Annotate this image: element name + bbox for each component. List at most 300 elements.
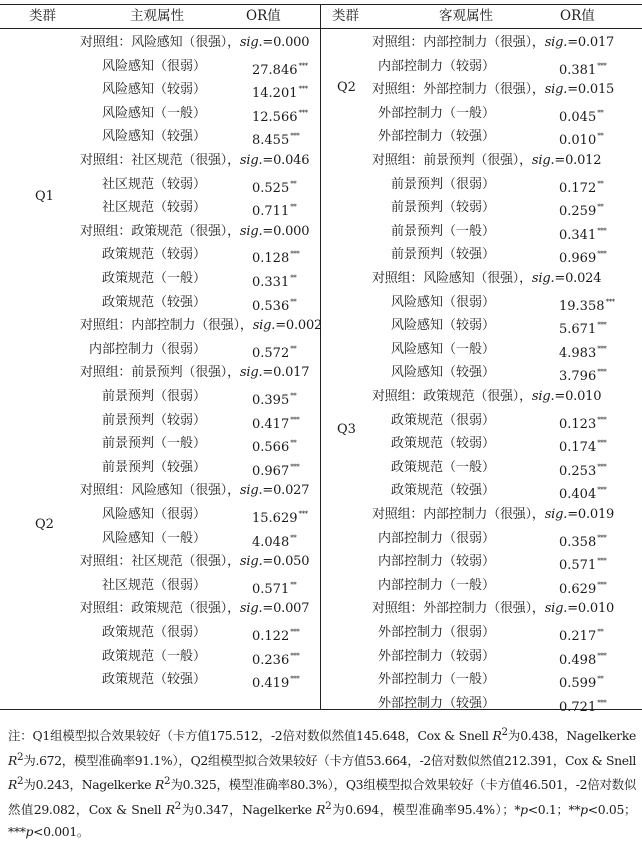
significance-stars: ** xyxy=(290,580,297,589)
header-group: 类群 xyxy=(29,8,56,24)
odds-ratio-value xyxy=(252,530,296,551)
odds-ratio-value xyxy=(559,176,603,197)
significance-stars: *** xyxy=(298,510,308,518)
or-number: 0.395 xyxy=(252,393,290,408)
attribute-level-label: 风险感知（很弱） xyxy=(101,507,206,522)
significance-stars: *** xyxy=(597,557,607,566)
table-row xyxy=(0,456,320,480)
odds-ratio-value xyxy=(559,294,615,315)
significance-stars: *** xyxy=(597,321,607,330)
attribute-level-label: 外部控制力（较强） xyxy=(377,695,495,711)
sig-label: sig. xyxy=(531,389,555,404)
odds-ratio-value xyxy=(559,648,606,669)
table-row xyxy=(322,243,642,267)
sig-value: =0.024 xyxy=(554,271,602,286)
or-number: 0.571 xyxy=(559,558,597,574)
or-number: 12.566 xyxy=(252,109,298,125)
attribute-level-label: 内部控制力（较弱） xyxy=(377,58,495,74)
significance-stars: ** xyxy=(290,439,297,448)
control-group-label xyxy=(372,81,614,98)
attribute-level-label: 外部控制力（很弱） xyxy=(377,625,495,640)
table-row xyxy=(0,78,320,102)
odds-ratio-value xyxy=(559,412,606,433)
sig-label: sig. xyxy=(239,223,263,239)
table-row xyxy=(0,503,320,527)
control-label-text: 对照组：内部控制力（很强）， xyxy=(372,507,545,522)
significance-stars: ** xyxy=(597,628,604,636)
or-number: 0.217 xyxy=(559,629,597,644)
significance-stars: *** xyxy=(597,368,607,377)
significance-stars: ** xyxy=(597,675,604,684)
significance-stars: *** xyxy=(597,533,607,542)
table-row xyxy=(0,125,320,149)
attribute-level-label: 政策规范（较强） xyxy=(101,294,206,310)
table-row xyxy=(0,432,320,456)
or-number: 0.259 xyxy=(559,204,597,220)
control-group-row xyxy=(322,149,642,173)
or-number: 0.122 xyxy=(252,629,290,644)
control-group-row xyxy=(0,31,320,55)
attribute-level-label: 风险感知（较强） xyxy=(390,365,495,381)
group-label: Q2 xyxy=(337,80,356,95)
attribute-level-label: 内部控制力（一般） xyxy=(377,577,495,593)
significance-stars: *** xyxy=(597,61,607,70)
control-group-label xyxy=(372,152,601,169)
significance-stars: *** xyxy=(597,580,607,589)
or-number: 0.721 xyxy=(559,699,597,715)
control-label-text: 对照组：前景预判（很强）， xyxy=(80,365,240,381)
attribute-level-label: 社区规范（较弱） xyxy=(101,200,206,216)
significance-stars: *** xyxy=(597,439,607,448)
attribute-level-label: 前景预判（一般） xyxy=(101,436,206,452)
table-row xyxy=(322,668,642,692)
significance-stars: ** xyxy=(597,108,604,117)
attribute-level-label: 政策规范（很弱） xyxy=(101,625,206,640)
or-number: 0.236 xyxy=(252,652,290,668)
or-number: 0.172 xyxy=(559,180,597,196)
odds-ratio-value xyxy=(252,459,299,480)
table-row xyxy=(0,196,320,220)
odds-ratio-value xyxy=(252,105,308,126)
significance-stars: *** xyxy=(298,61,308,70)
header-rule xyxy=(0,28,642,29)
attribute-level-label: 风险感知（一般） xyxy=(101,105,206,121)
table-row xyxy=(322,550,642,574)
or-number: 0.045 xyxy=(559,109,597,125)
note-superscript: 2 xyxy=(501,726,508,738)
odds-ratio-value xyxy=(252,246,299,267)
header-attribute: 主观属性 xyxy=(130,8,184,24)
table-row xyxy=(322,479,642,503)
sig-value: =0.050 xyxy=(262,554,310,570)
or-number: 0.498 xyxy=(559,652,597,668)
significance-stars: ** xyxy=(597,132,604,141)
sig-value: =0.002 xyxy=(275,318,323,334)
sig-value: =0.015 xyxy=(567,82,615,98)
significance-stars: *** xyxy=(605,297,615,306)
odds-ratio-value xyxy=(252,58,308,79)
significance-stars: ** xyxy=(290,274,297,282)
note-r-symbol: R xyxy=(8,752,17,768)
sig-value: =0.007 xyxy=(262,601,310,617)
or-number: 0.599 xyxy=(559,676,597,692)
or-number: 27.846 xyxy=(252,62,298,78)
control-label-text: 对照组：政策规范（很强）， xyxy=(372,389,532,404)
control-group-label xyxy=(372,34,614,51)
table-row xyxy=(322,314,642,338)
control-group-label xyxy=(372,506,614,523)
sig-label: sig. xyxy=(239,35,263,50)
control-group-label xyxy=(372,270,601,287)
or-number: 14.201 xyxy=(252,86,298,102)
top-rule xyxy=(0,4,642,5)
sig-label: sig. xyxy=(531,271,555,286)
control-group-label xyxy=(372,388,601,405)
or-number: 0.341 xyxy=(559,227,597,243)
attribute-level-label: 风险感知（较弱） xyxy=(101,82,206,98)
odds-ratio-value xyxy=(559,341,606,362)
attribute-level-label: 前景预判（较弱） xyxy=(101,412,206,428)
table-row xyxy=(322,338,642,362)
odds-ratio-value xyxy=(252,81,308,102)
attribute-level-label: 外部控制力（较弱） xyxy=(377,648,495,664)
significance-stars: *** xyxy=(290,462,300,471)
or-number: 0.629 xyxy=(559,581,597,597)
or-number: 8.455 xyxy=(252,133,290,149)
note-text: 为0.243，Nagelkerke xyxy=(23,777,156,793)
odds-ratio-value xyxy=(559,435,606,456)
table-row xyxy=(322,220,642,244)
significance-stars: *** xyxy=(597,462,607,471)
attribute-level-label: 风险感知（较强） xyxy=(101,129,206,145)
significance-stars: ** xyxy=(290,392,297,400)
or-number: 0.969 xyxy=(559,251,597,267)
control-label-text: 对照组：政策规范（很强）， xyxy=(80,601,240,617)
attribute-level-label: 内部控制力（较弱） xyxy=(377,554,495,570)
or-number: 5.671 xyxy=(559,322,597,338)
note-r-symbol: R xyxy=(165,802,175,817)
or-number: 0.417 xyxy=(252,416,290,432)
attribute-level-label: 政策规范（一般） xyxy=(101,271,206,286)
or-number: 0.711 xyxy=(252,204,290,220)
control-group-row xyxy=(322,597,642,621)
table-row xyxy=(322,456,642,480)
control-group-row xyxy=(322,503,642,527)
control-group-label xyxy=(80,223,309,240)
note-r-symbol: R xyxy=(8,777,17,793)
control-group-row xyxy=(0,314,323,338)
significance-stars: *** xyxy=(597,250,607,259)
odds-ratio-value xyxy=(559,671,603,692)
odds-ratio-value xyxy=(559,317,606,338)
sig-value: =0.046 xyxy=(262,153,310,168)
table-row xyxy=(0,338,320,362)
significance-stars: *** xyxy=(597,651,607,660)
table-row xyxy=(322,645,642,669)
sig-label: sig. xyxy=(239,601,263,617)
table-row xyxy=(0,267,320,291)
table-row xyxy=(322,692,642,716)
odds-ratio-value xyxy=(252,388,296,409)
significance-stars: *** xyxy=(290,675,300,684)
or-number: 0.967 xyxy=(252,463,290,479)
table-row xyxy=(322,574,642,598)
note-significance: ***p xyxy=(8,823,34,839)
attribute-level-label: 政策规范（较强） xyxy=(101,672,206,688)
control-group-label xyxy=(80,600,309,617)
significance-stars: *** xyxy=(290,250,300,259)
attribute-level-label: 政策规范（一般） xyxy=(101,648,206,664)
control-group-label xyxy=(80,364,309,381)
attribute-level-label: 外部控制力（一般） xyxy=(377,672,495,688)
sig-value: =0.010 xyxy=(554,389,602,404)
significance-stars: *** xyxy=(290,651,300,660)
control-group-label xyxy=(80,553,309,570)
column-divider xyxy=(320,4,321,710)
sig-label: sig. xyxy=(544,82,568,98)
table-row xyxy=(0,243,320,267)
or-number: 0.123 xyxy=(559,416,597,432)
note-text: 注：Q1组模型拟合效果较好（卡方值175.512，-2倍对数似然值145.648，Cox & Snell xyxy=(8,728,493,744)
odds-ratio-value xyxy=(559,199,603,220)
table-row xyxy=(0,55,320,79)
note-significance: *p xyxy=(514,802,528,817)
control-group-row xyxy=(322,78,642,102)
control-label-text: 对照组：社区规范（很强）， xyxy=(80,153,240,168)
note-superscript: 2 xyxy=(174,799,181,812)
odds-ratio-value xyxy=(252,341,296,362)
group-label: Q3 xyxy=(337,422,356,437)
table-row xyxy=(322,196,642,220)
control-group-row xyxy=(0,361,320,385)
or-number: 3.796 xyxy=(559,369,597,385)
or-number: 19.358 xyxy=(559,298,605,314)
control-group-label xyxy=(372,600,614,617)
note-text: 为0.325，模型准确率80.3%），Q3组模型拟合效果较好（卡方值46.501，-2倍对数似然值29.082，Cox & Snell xyxy=(8,777,637,817)
control-group-label xyxy=(80,152,309,169)
attribute-level-label: 外部控制力（一般） xyxy=(377,105,495,121)
table-row xyxy=(0,527,320,551)
odds-ratio-value xyxy=(252,270,296,291)
sig-value: =0.000 xyxy=(262,35,310,50)
control-label-text: 对照组：外部控制力（很强）， xyxy=(372,601,545,617)
significance-stars: ** xyxy=(290,533,297,542)
odds-ratio-value xyxy=(252,671,299,692)
or-number: 0.174 xyxy=(559,440,597,456)
sig-value: =0.012 xyxy=(554,153,602,168)
note-superscript: 2 xyxy=(16,750,24,763)
control-group-label xyxy=(80,317,322,334)
attribute-level-label: 前景预判（很弱） xyxy=(101,389,206,404)
control-label-text: 对照组：风险感知（很强）， xyxy=(372,271,532,286)
note-text: 为0.347，Nagelkerke xyxy=(180,802,317,817)
table-row xyxy=(322,621,642,645)
significance-stars: ** xyxy=(597,203,604,212)
significance-stars: *** xyxy=(290,628,300,636)
attribute-level-label: 前景预判（很弱） xyxy=(390,176,495,192)
sig-value: =0.027 xyxy=(262,483,310,499)
significance-stars: ** xyxy=(290,344,297,353)
note-superscript: 2 xyxy=(164,775,171,788)
significance-stars: *** xyxy=(597,698,607,707)
significance-stars: *** xyxy=(290,132,300,141)
odds-ratio-value xyxy=(252,506,308,527)
table-row xyxy=(0,645,320,669)
note-significance: **p xyxy=(568,802,588,817)
note-text: 为.672，模型准确率91.1%），Q2组模型拟合效果较好（卡方值53.664，-2倍对数似然值212.391，Cox & Snell xyxy=(23,752,636,768)
attribute-level-label: 政策规范（较弱） xyxy=(101,247,206,263)
or-number: 0.010 xyxy=(559,133,597,149)
header-group: 类群 xyxy=(332,8,359,24)
significance-stars: ** xyxy=(597,179,604,188)
header-attribute: 客观属性 xyxy=(439,8,493,24)
control-group-row xyxy=(0,479,320,503)
sig-label: sig. xyxy=(239,483,263,499)
significance-stars: *** xyxy=(298,108,308,117)
sig-label: sig. xyxy=(239,153,263,168)
note-r-symbol: R xyxy=(155,777,165,793)
or-number: 0.525 xyxy=(252,180,290,196)
table-row xyxy=(0,574,320,598)
table-row xyxy=(0,102,320,126)
control-group-row xyxy=(0,220,320,244)
note-r-symbol: R xyxy=(316,802,326,817)
table-row xyxy=(0,385,320,409)
attribute-level-label: 前景预判（较强） xyxy=(390,247,495,263)
odds-ratio-value xyxy=(252,412,299,433)
table-row xyxy=(322,432,642,456)
attribute-level-label: 政策规范（很弱） xyxy=(390,412,495,428)
odds-ratio-value xyxy=(559,58,606,79)
control-label-text: 对照组：内部控制力（很强）， xyxy=(80,318,253,334)
odds-ratio-value xyxy=(252,128,299,149)
attribute-level-label: 风险感知（一般） xyxy=(390,341,495,357)
note-r-symbol: R xyxy=(492,728,502,744)
odds-ratio-value xyxy=(559,553,606,574)
odds-ratio-value xyxy=(559,128,603,149)
attribute-level-label: 前景预判（较强） xyxy=(101,459,206,475)
sig-value: =0.000 xyxy=(262,223,310,239)
sig-label: sig. xyxy=(531,153,555,168)
or-number: 0.253 xyxy=(559,463,597,479)
significance-stars: ** xyxy=(290,297,297,306)
odds-ratio-value xyxy=(559,624,603,645)
significance-stars: *** xyxy=(290,415,300,424)
sig-value: =0.019 xyxy=(567,507,615,522)
odds-ratio-value xyxy=(559,482,606,503)
table-row xyxy=(0,621,320,645)
header-or: OR值 xyxy=(246,8,281,24)
note-text: 为0.438，Nagelkerke xyxy=(507,728,636,744)
attribute-level-label: 风险感知（很弱） xyxy=(390,294,495,310)
table-row xyxy=(322,102,642,126)
significance-stars: *** xyxy=(298,85,308,94)
sig-value: =0.010 xyxy=(567,601,615,617)
table-row xyxy=(0,173,320,197)
sig-label: sig. xyxy=(544,601,568,617)
significance-stars: *** xyxy=(597,226,607,235)
control-label-text: 对照组：外部控制力（很强）， xyxy=(372,82,545,98)
odds-ratio-value xyxy=(252,624,299,645)
or-number: 0.419 xyxy=(252,676,290,692)
or-number: 0.404 xyxy=(559,487,597,503)
table-row xyxy=(322,55,642,79)
significance-stars: *** xyxy=(597,486,607,495)
note-text: <0.1； xyxy=(527,802,569,817)
or-number: 0.331 xyxy=(252,275,290,290)
table-row xyxy=(322,361,642,385)
control-group-label xyxy=(80,482,309,499)
odds-ratio-value xyxy=(252,435,296,456)
table-row xyxy=(322,125,642,149)
odds-ratio-value xyxy=(559,105,603,126)
control-group-row xyxy=(322,385,642,409)
or-number: 0.128 xyxy=(252,251,290,267)
note-text: 为0.694，模型准确率95.4%）； xyxy=(331,802,515,817)
control-group-row xyxy=(0,550,320,574)
attribute-level-label: 风险感知（较弱） xyxy=(390,318,495,334)
table-row xyxy=(322,409,642,433)
header-or: OR值 xyxy=(560,8,595,24)
odds-ratio-value xyxy=(252,294,296,315)
attribute-level-label: 前景预判（较弱） xyxy=(390,200,495,216)
attribute-level-label: 社区规范（很弱） xyxy=(101,577,206,593)
attribute-level-label: 风险感知（一般） xyxy=(101,530,206,546)
group-label: Q1 xyxy=(35,189,54,204)
control-label-text: 对照组：社区规范（很强）， xyxy=(80,554,240,570)
sig-value: =0.017 xyxy=(262,365,310,381)
table-note xyxy=(8,722,636,842)
attribute-level-label: 社区规范（较弱） xyxy=(101,176,206,192)
attribute-level-label: 政策规范（较弱） xyxy=(390,436,495,452)
table-row xyxy=(0,291,320,315)
or-number: 0.572 xyxy=(252,345,290,361)
note-text: <0.05； xyxy=(587,802,637,817)
significance-stars: *** xyxy=(597,344,607,353)
note-text: <0.001。 xyxy=(33,823,89,839)
attribute-level-label: 政策规范（较强） xyxy=(390,483,495,499)
table-row xyxy=(322,527,642,551)
control-label-text: 对照组：风险感知（很强）， xyxy=(80,483,240,499)
significance-stars: ** xyxy=(290,179,297,188)
control-group-row xyxy=(0,597,320,621)
odds-ratio-value xyxy=(559,246,606,267)
attribute-level-label: 政策规范（一般） xyxy=(390,459,495,475)
odds-ratio-value xyxy=(252,176,296,197)
sig-label: sig. xyxy=(239,365,263,381)
odds-ratio-value xyxy=(252,577,296,598)
odds-ratio-value xyxy=(559,530,606,551)
control-label-text: 对照组：内部控制力（很强）， xyxy=(372,35,545,50)
sig-label: sig. xyxy=(544,507,568,522)
note-superscript: 2 xyxy=(16,775,24,788)
or-number: 0.381 xyxy=(559,62,597,78)
attribute-level-label: 前景预判（一般） xyxy=(390,223,495,239)
control-group-row xyxy=(0,149,320,173)
table-row xyxy=(0,668,320,692)
or-number: 15.629 xyxy=(252,511,298,526)
or-number: 0.566 xyxy=(252,440,290,456)
sig-label: sig. xyxy=(252,318,276,334)
note-superscript: 2 xyxy=(325,799,332,812)
odds-ratio-value xyxy=(559,459,606,480)
or-number: 0.536 xyxy=(252,298,290,314)
odds-ratio-value xyxy=(559,695,606,716)
attribute-level-label: 外部控制力（较强） xyxy=(377,129,495,145)
attribute-level-label: 内部控制力（很弱） xyxy=(377,530,495,546)
odds-ratio-value xyxy=(559,364,606,385)
control-group-label xyxy=(80,34,309,51)
